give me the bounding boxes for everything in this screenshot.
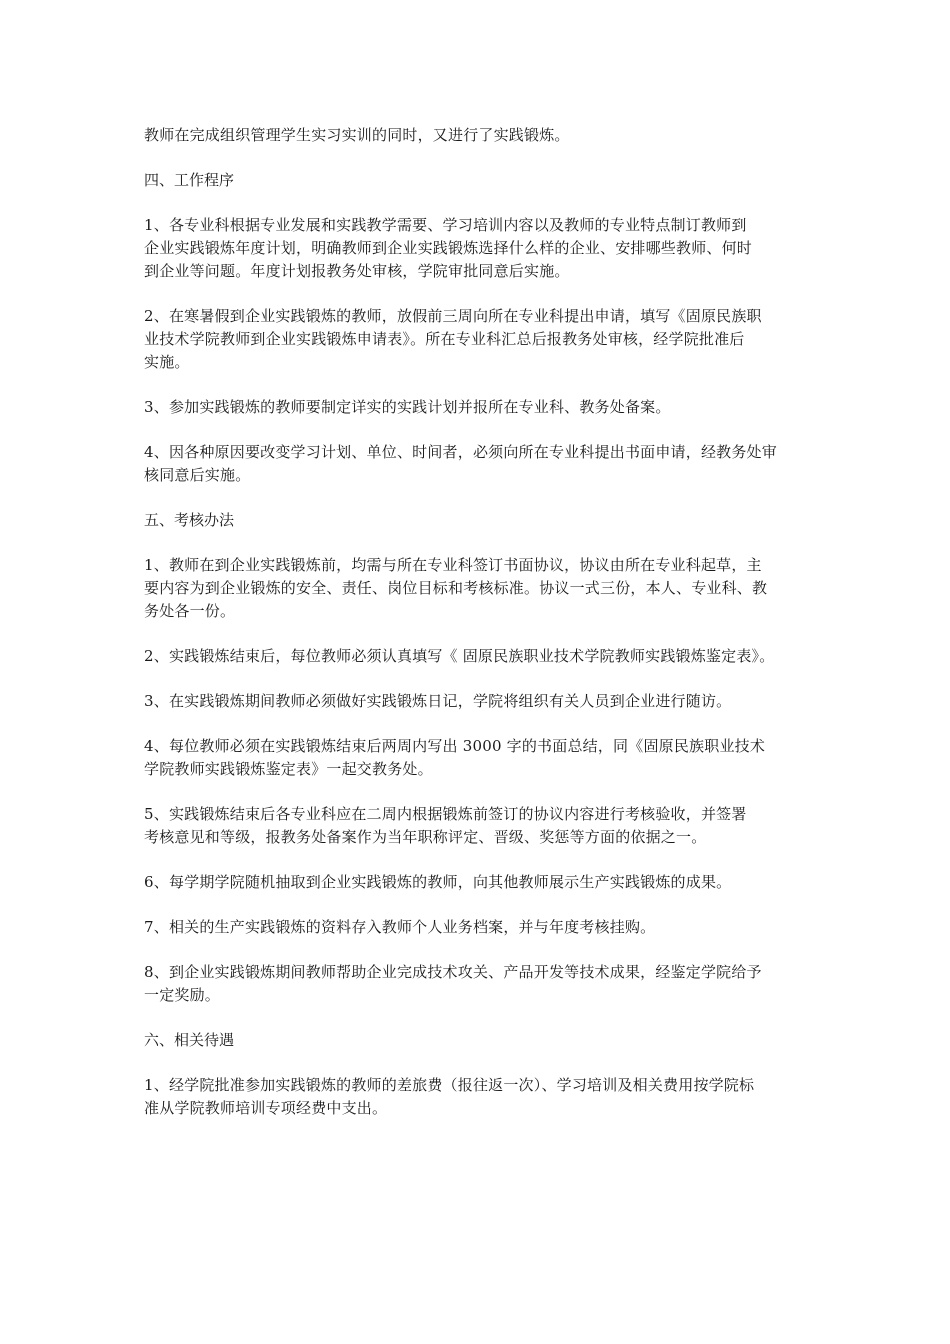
paragraph: 7、相关的生产实践锻炼的资料存入教师个人业务档案，并与年度考核挂购。	[144, 918, 656, 936]
paragraph: 教师在完成组织管理学生实习实训的同时，又进行了实践锻炼。	[144, 126, 570, 144]
document-body	[144, 124, 824, 1120]
paragraph: 8、到企业实践锻炼期间教师帮助企业完成技术攻关、产品开发等技术成果，经鉴定学院给予 一定奖励。	[144, 963, 762, 1004]
paragraph: 5、实践锻炼结束后各专业科应在二周内根据锻炼前签订的协议内容进行考核验收，并签署 考核意见和等级，报教务处备案作为当年职称评定、晋级、奖惩等方面的依据之一。	[144, 805, 747, 846]
paragraph: 4、因各种原因要改变学习计划、单位、时间者，必须向所在专业科提出书面申请，经教务处审 核同意后实施。	[144, 443, 777, 484]
section-heading: 六、相关待遇	[144, 1031, 235, 1049]
section-heading: 四、工作程序	[144, 171, 235, 189]
paragraph: 4、每位教师必须在实践锻炼结束后两周内写出 3000 字的书面总结，同《固原民族职业技术 学院教师实践锻炼鉴定表》一起交教务处。	[144, 737, 766, 778]
paragraph: 3、参加实践锻炼的教师要制定详实的实践计划并报所在专业科、教务处备案。	[144, 398, 671, 416]
paragraph: 1、经学院批准参加实践锻炼的教师的差旅费（报往返一次）、学习培训及相关费用按学院标 准从学院教师培训专项经费中支出。	[144, 1076, 755, 1117]
section-heading: 五、考核办法	[144, 511, 235, 529]
paragraph: 1、教师在到企业实践锻炼前，均需与所在专业科签订书面协议，协议由所在专业科起草，主 要内容为到企业锻炼的安全、责任、岗位目标和考核标准。协议一式三份，本人、专业科、教 务处各一份。	[144, 556, 768, 620]
paragraph: 2、在寒暑假到企业实践锻炼的教师，放假前三周向所在专业科提出申请，填写《固原民族职 业技术学院教师到企业实践锻炼申请表》。所在专业科汇总后报教务处审核，经学院批准后 实施。	[144, 307, 762, 371]
paragraph: 1、各专业科根据专业发展和实践教学需要、学习培训内容以及教师的专业特点制订教师到 企业实践锻炼年度计划，明确教师到企业实践锻炼选择什么样的企业、安排哪些教师、何时 到企业等问题。年度计划报教务处审核，学院审批同意后实施。	[144, 216, 753, 280]
paragraph: 2、实践锻炼结束后，每位教师必须认真填写《 固原民族职业技术学院教师实践锻炼鉴定表》。	[144, 647, 775, 665]
paragraph: 6、每学期学院随机抽取到企业实践锻炼的教师，向其他教师展示生产实践锻炼的成果。	[144, 873, 732, 891]
paragraph: 3、在实践锻炼期间教师必须做好实践锻炼日记，学院将组织有关人员到企业进行随访。	[144, 692, 732, 710]
